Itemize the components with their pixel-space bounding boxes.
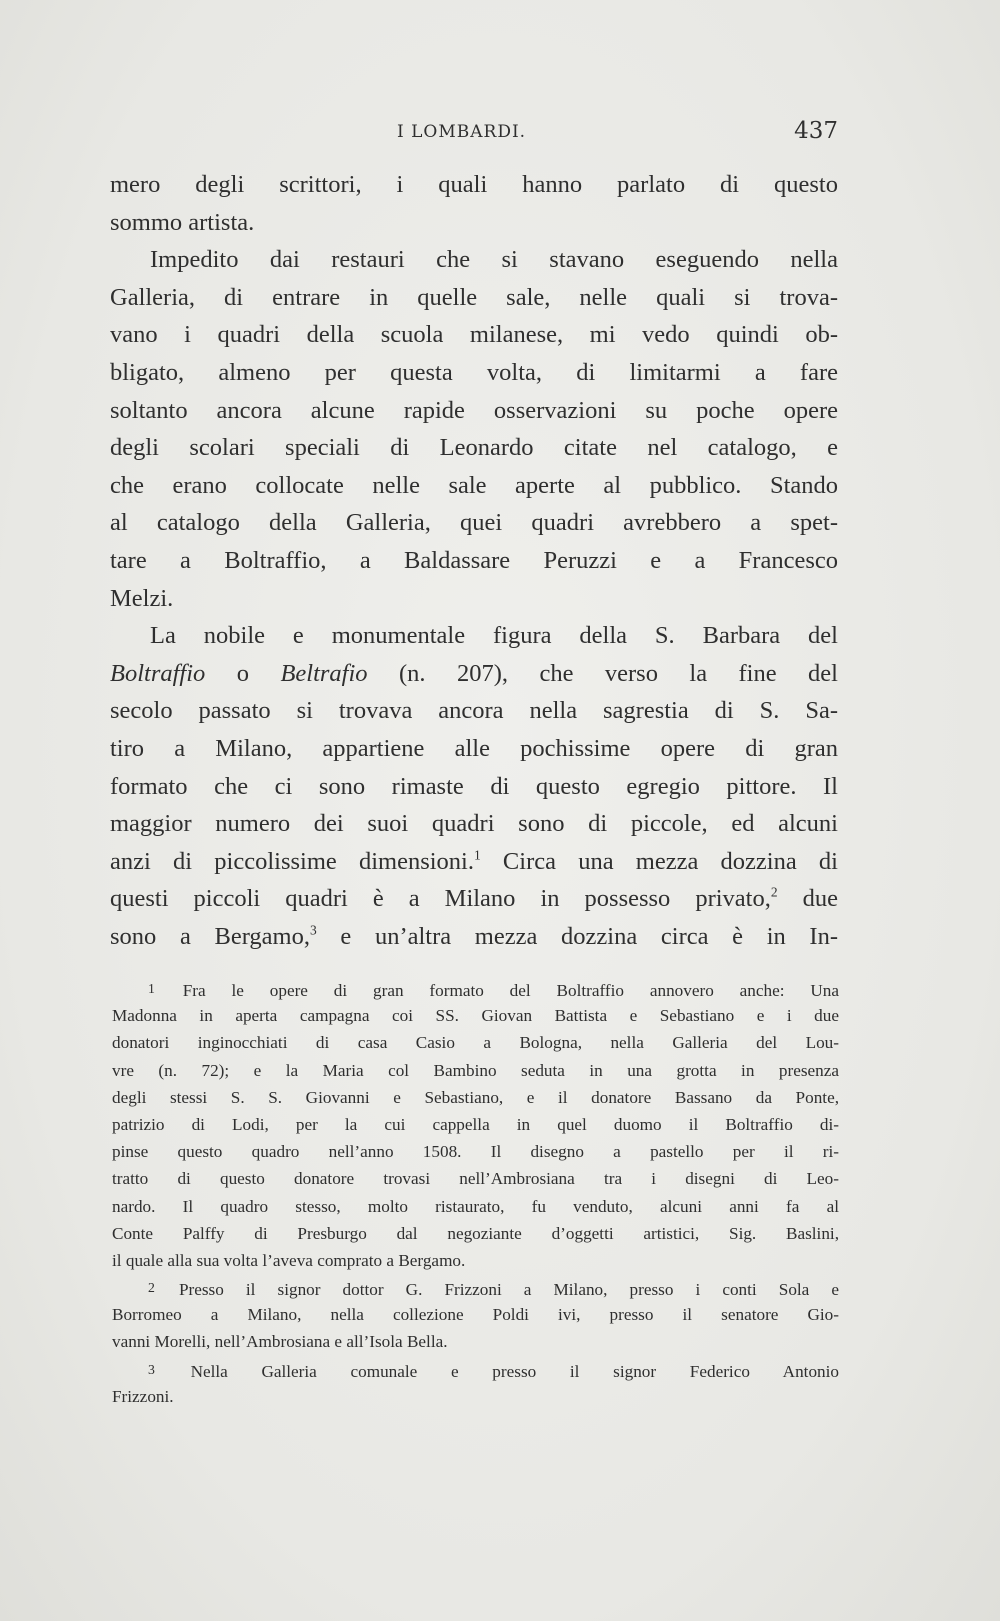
text-span: e un’altra mezza dozzina circa è in In- (316, 922, 838, 950)
running-title: I LOMBARDI. (397, 122, 527, 142)
text-span: Presso il signor dottor G. Frizzoni a Milano, presso i conti Sola e (178, 1279, 840, 1299)
text-span: o (205, 659, 281, 687)
footnote-ref: 2 (770, 884, 778, 900)
footnote-number: 2 (148, 1280, 155, 1296)
footnote-line: nardo. Il quadro stesso, molto ristaurato, fu venduto, alcuni anni fa al (112, 1196, 839, 1216)
italic-name: Boltraffio (110, 659, 206, 687)
text-span: due (777, 885, 838, 913)
text-span: Circa una mezza dozzina di (480, 847, 838, 875)
footnote-line: Frizzoni. (112, 1386, 174, 1406)
footnote-line: Conte Palffy di Presburgo dal negoziante d’oggetti artistici, Sig. Baslini, (112, 1223, 839, 1243)
text-span: questi piccoli quadri è a Milano in possesso privato, (110, 885, 771, 913)
text-line: soltanto ancora alcune rapide osservazioni su poche opere (110, 396, 838, 424)
footnote-line (112, 975, 839, 1002)
footnote-line: Madonna in aperta campagna coi SS. Giovan Battista e Sebastiano e i due (112, 1006, 839, 1026)
footnote-line: il quale alla sua volta l’aveva comprato a Bergamo. (112, 1250, 466, 1270)
text-line: che erano collocate nelle sale aperte al pubblico. Stando (110, 471, 838, 499)
text-line: maggior numero dei suoi quadri sono di piccole, ed alcuni (110, 810, 838, 838)
text-span: sono a Bergamo, (110, 922, 310, 950)
footnote-line: vre (n. 72); e la Maria col Bambino seduta in una grotta in presenza (112, 1060, 839, 1080)
text-line (110, 918, 838, 956)
text-line: degli scolari speciali di Leonardo citate nel catalogo, e (110, 434, 838, 462)
text-line (110, 655, 838, 693)
text-span: anzi di piccolissime dimensioni. (110, 847, 474, 875)
text-line: Impedito dai restauri che si stavano eseguendo nella (150, 246, 838, 274)
footnote-line: pinse questo quadro nell’anno 1508. Il disegno a pastello per il ri- (112, 1142, 839, 1162)
footnotes (112, 975, 839, 1410)
text-span: Fra le opere di gran formato del Boltraffio annovero anche: Una (182, 980, 839, 1000)
italic-name: Beltrafio (280, 659, 368, 687)
text-line: sommo artista. (110, 208, 255, 236)
text-line: secolo passato si trovava ancora nella sagrestia di S. Sa- (110, 697, 838, 725)
text-line: bligato, almeno per questa volta, di limitarmi a fare (110, 358, 838, 386)
footnote-line: patrizio di Lodi, per la cui cappella in quel duomo il Boltraffio di- (112, 1114, 839, 1134)
text-line: mero degli scrittori, i quali hanno parlato di questo (110, 171, 838, 198)
text-line (110, 843, 838, 881)
text-line: formato che ci sono rimaste di questo egregio pittore. Il (110, 772, 838, 800)
footnote-line: Borromeo a Milano, nella collezione Poldi ivi, presso il senatore Gio- (112, 1305, 839, 1325)
footnote-line: vanni Morelli, nell’Ambrosiana e all’Isola Bella. (112, 1332, 448, 1352)
text-line: Galleria, di entrare in quelle sale, nelle quali si trova- (110, 283, 838, 311)
footnote-ref: 3 (310, 922, 317, 938)
text-line (110, 880, 838, 918)
footnote-line (112, 1274, 839, 1301)
text-span: (n. 207), che verso la fine del (367, 659, 838, 687)
text-span: Nella Galleria comunale e presso il signor Federico Antonio (190, 1361, 839, 1381)
text-line: tiro a Milano, appartiene alle pochissime opere di gran (110, 734, 838, 762)
text-line: tare a Boltraffio, a Baldassare Peruzzi e a Francesco (110, 546, 838, 574)
footnote-number: 1 (148, 981, 155, 996)
footnote-line (112, 1356, 839, 1383)
footnote-line: degli stessi S. S. Giovanni e Sebastiano, e il donatore Bassano da Ponte, (112, 1087, 839, 1107)
text-line: vano i quadri della scuola milanese, mi vedo quindi ob- (110, 321, 838, 349)
footnote-line: tratto di questo donatore trovasi nell’Ambrosiana tra i disegni di Leo- (112, 1169, 839, 1189)
running-head (110, 118, 838, 148)
footnote-number: 3 (148, 1361, 155, 1377)
footnote-ref: 1 (473, 847, 481, 863)
footnote-line: donatori inginocchiati di casa Casio a Bologna, nella Galleria del Lou- (112, 1033, 839, 1053)
text-line: La nobile e monumentale figura della S. Barbara del (150, 622, 838, 650)
text-line: Melzi. (110, 584, 174, 612)
text-line: al catalogo della Galleria, quei quadri avrebbero a spet- (110, 509, 838, 537)
page-number: 437 (794, 118, 838, 144)
main-text (110, 166, 838, 955)
